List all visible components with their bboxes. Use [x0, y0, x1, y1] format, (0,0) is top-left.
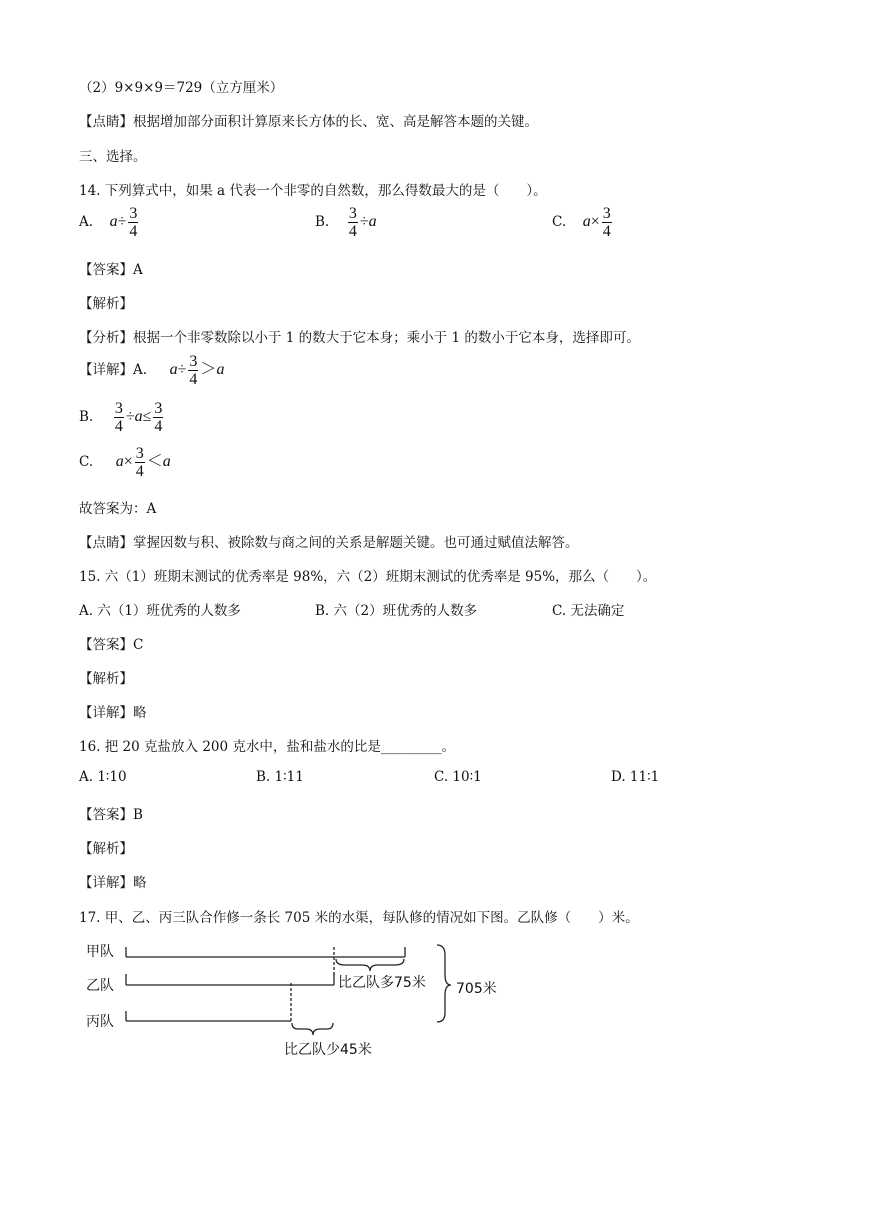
section-heading: 三、选择。	[79, 149, 147, 165]
q16-option-c: C. 10∶1	[434, 769, 482, 785]
q14-option-c: C. a× $\frac{3}{4}$	[552, 205, 611, 240]
q14-option-b: B. $\frac{3}{4}$ ÷a	[315, 205, 377, 240]
q14-analysis-heading: 【解析】	[79, 296, 133, 312]
q14-detail-a: 【详解】A. a÷ $\frac{3}{4}$ ＞a	[79, 353, 225, 388]
yi-label: 乙队	[86, 978, 114, 994]
key-point: 【点睛】根据增加部分面积计算原来长方体的长、宽、高是解答本题的关键。	[79, 114, 538, 130]
segment-diagram	[0, 925, 869, 1065]
q15-option-c: C. 无法确定	[552, 603, 625, 619]
bing-label: 丙队	[86, 1014, 114, 1030]
q14-detail-b: B. $\frac{3}{4}$ ÷a≤ $\frac{3}{4}$	[79, 400, 163, 435]
q16-detail: 【详解】略	[79, 875, 147, 891]
less-label: 比乙队少45米	[284, 1042, 372, 1058]
q16-option-d: D. 11∶1	[611, 769, 660, 785]
q15-detail: 【详解】略	[79, 705, 147, 721]
q16-option-a: A. 1∶10	[79, 769, 127, 785]
question-15: 15. 六（1）班期末测试的优秀率是 98%，六（2）班期末测试的优秀率是 95%，那么（ ）。	[79, 569, 657, 585]
q14-answer: 【答案】A	[79, 262, 143, 278]
q16-answer: 【答案】B	[79, 807, 143, 823]
question-17: 17. 甲、乙、丙三队合作修一条长 705 米的水渠，每队修的情况如下图。乙队修（ ）米。	[79, 910, 639, 926]
more-label: 比乙队多75米	[338, 975, 426, 991]
q14-analysis: 【分析】根据一个非零数除以小于 1 的数大于它本身；乘小于 1 的数小于它本身，选择即可。	[79, 330, 640, 346]
jia-label: 甲队	[86, 944, 114, 960]
less-brace	[292, 1023, 333, 1035]
q14-conclusion: 故答案为：A	[79, 501, 157, 517]
question-14: 14. 下列算式中，如果 a 代表一个非零的自然数，那么得数最大的是（ ）。	[79, 183, 547, 199]
total-label: 705米	[456, 981, 497, 997]
q15-analysis-heading: 【解析】	[79, 671, 133, 687]
total-brace	[437, 945, 451, 1022]
question-16: 16. 把 20 克盐放入 200 克水中，盐和盐水的比是_________。	[79, 739, 456, 755]
q14-key-point: 【点睛】掌握因数与积、被除数与商之间的关系是解题关键。也可通过赋值法解答。	[79, 535, 579, 551]
q15-option-a: A. 六（1）班优秀的人数多	[79, 603, 241, 619]
solution-line: （2）9×9×9＝729（立方厘米）	[79, 80, 284, 96]
q16-option-b: B. 1∶11	[256, 769, 304, 785]
more-brace	[336, 959, 404, 971]
q15-option-b: B. 六（2）班优秀的人数多	[315, 603, 478, 619]
q14-detail-c: C. a× $\frac{3}{4}$ ＜a	[79, 445, 171, 480]
q15-answer: 【答案】C	[79, 637, 144, 653]
q14-option-a: A. a÷ $\frac{3}{4}$	[79, 205, 138, 240]
q16-analysis-heading: 【解析】	[79, 841, 133, 857]
